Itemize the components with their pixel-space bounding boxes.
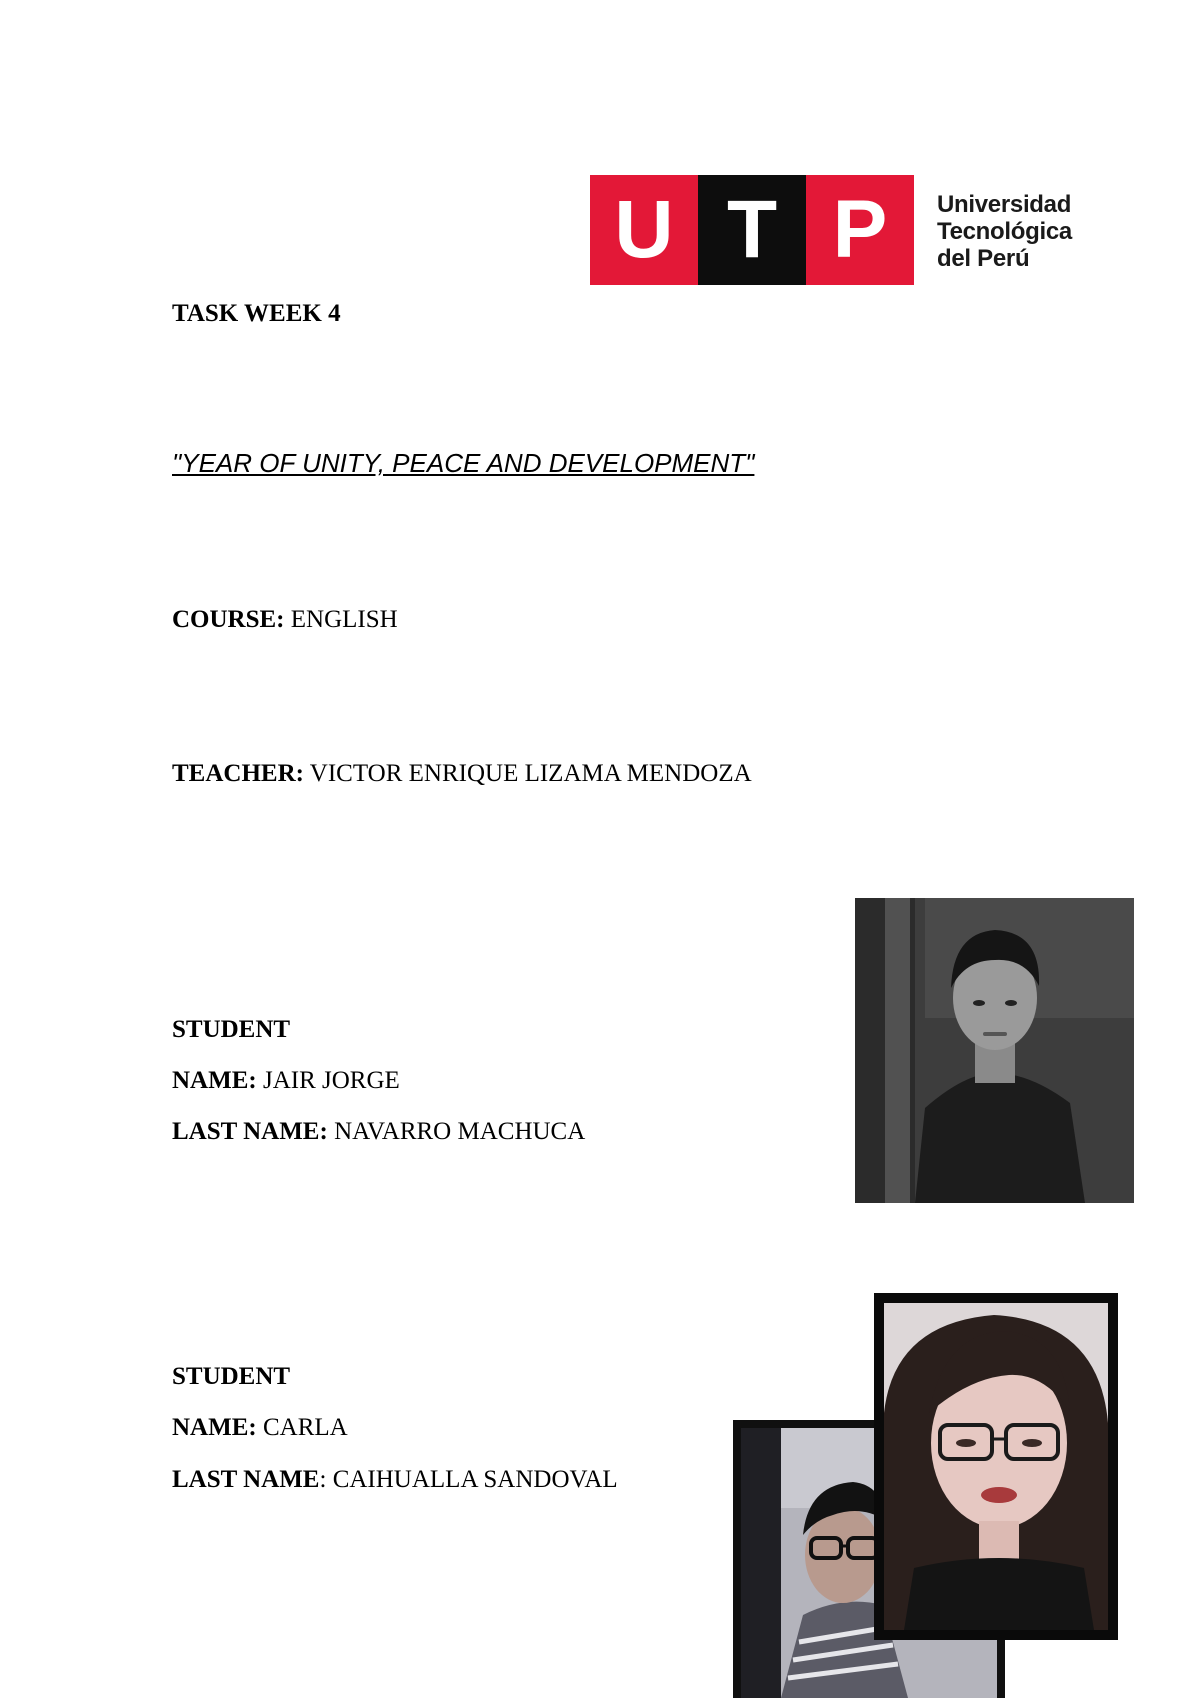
- student-1-name: JAIR JORGE: [262, 1067, 400, 1094]
- student-1-portrait: [855, 898, 1134, 1203]
- logo-letter-t: T: [726, 184, 778, 275]
- student-2-photo: [874, 1293, 1118, 1640]
- student-1-name-line: [172, 1067, 400, 1095]
- student-1-photo: [855, 898, 1134, 1203]
- student-2-name: CARLA: [262, 1414, 348, 1441]
- utp-logo: [590, 175, 1090, 285]
- logo-letter-u: U: [614, 184, 674, 275]
- student-2-lastname: : CAIHUALLA SANDOVAL: [319, 1466, 618, 1493]
- student-1-lastname-line: [172, 1118, 585, 1146]
- logo-text-line-3: del Perú: [937, 245, 1030, 272]
- logo-letter-p: P: [832, 184, 888, 275]
- logo-box-t: [698, 175, 806, 285]
- student-1-name-label: NAME:: [172, 1067, 257, 1094]
- logo-text-line-2: Tecnológica: [937, 218, 1072, 245]
- year-motto: "YEAR OF UNITY, PEACE AND DEVELOPMENT": [172, 448, 755, 478]
- course-line: [172, 606, 398, 634]
- student-1-heading: STUDENT: [172, 1016, 291, 1043]
- student-1-lastname: NAVARRO MACHUCA: [334, 1118, 586, 1145]
- logo-box-p: [806, 175, 914, 285]
- teacher-value: VICTOR ENRIQUE LIZAMA MENDOZA: [309, 760, 752, 787]
- logo-text-line-1: Universidad: [937, 191, 1072, 218]
- student-2-heading: STUDENT: [172, 1363, 291, 1390]
- course-value: ENGLISH: [290, 606, 398, 633]
- logo-university-name: [937, 191, 1072, 272]
- student-2-lastname-line: [172, 1466, 618, 1494]
- student-2-lastname-label: LAST NAME: [172, 1466, 320, 1493]
- task-title: TASK WEEK 4: [172, 300, 341, 327]
- student-2-portrait: [874, 1293, 1118, 1640]
- logo-box-u: [590, 175, 698, 285]
- student-2-name-line: [172, 1414, 348, 1442]
- teacher-label: TEACHER:: [172, 760, 304, 787]
- teacher-line: [172, 760, 752, 788]
- course-label: COURSE:: [172, 606, 285, 633]
- student-1-lastname-label: LAST NAME:: [172, 1118, 328, 1145]
- student-2-name-label: NAME:: [172, 1414, 257, 1441]
